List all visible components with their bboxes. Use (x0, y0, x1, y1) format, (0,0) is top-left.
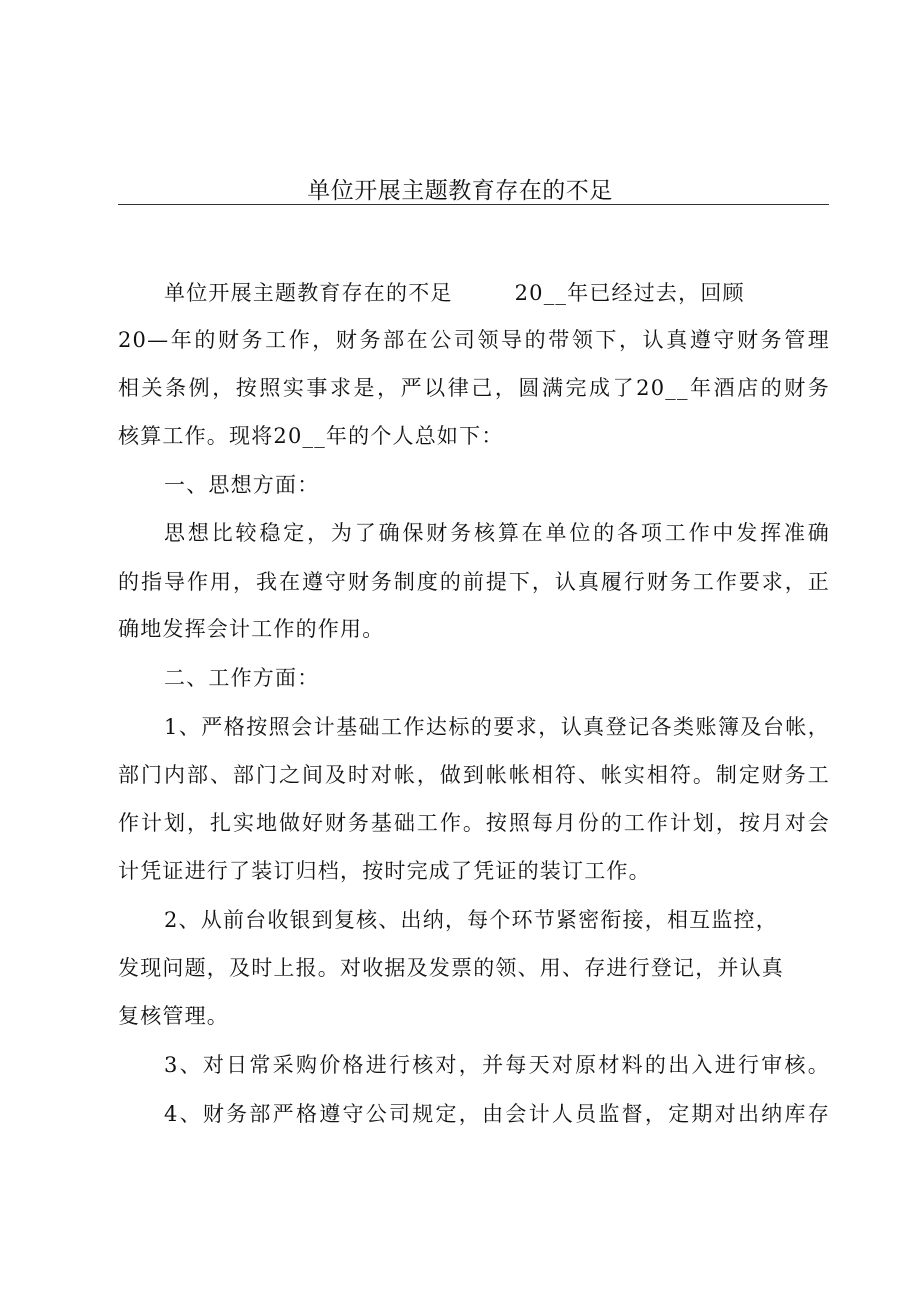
paragraph-line: 的指导作用，我在遵守财务制度的前提下，认真履行财务工作要求，正 (118, 570, 830, 594)
intro-heading-text: 单位开展主题教育存在的不足 (164, 281, 453, 305)
paragraph-line: 相关条例，按照实事求是，严以律己，圆满完成了20__年酒店的财务 (118, 376, 830, 400)
paragraph-line: 4、财务部严格遵守公司规定，由会计人员监督，定期对出纳库存 (164, 1102, 830, 1126)
paragraph-line: 作计划，扎实地做好财务基础工作。按照每月份的工作计划，按月对会 (118, 811, 830, 835)
document-title: 单位开展主题教育存在的不足 (307, 178, 613, 204)
paragraph-line: 3、对日常采购价格进行核对，并每天对原材料的出入进行审核。 (164, 1053, 830, 1077)
paragraph-line: 部门内部、部门之间及时对帐，做到帐帐相符、帐实相符。制定财务工 (118, 763, 830, 787)
paragraph-line: 确地发挥会计工作的作用。 (118, 617, 385, 641)
title-underline (118, 204, 829, 205)
paragraph-line: 思想比较稳定，为了确保财务核算在单位的各项工作中发挥准确 (164, 521, 830, 545)
paragraph-line: 1、严格按照会计基础工作达标的要求，认真登记各类账簿及台帐， (164, 715, 830, 739)
paragraph-line: 核算工作。现将20__年的个人总如下： (118, 424, 504, 448)
paragraph-line: 2、从前台收银到复核、出纳，每个环节紧密衔接，相互监控， (164, 908, 778, 932)
intro-year-text: 20__年已经过去，回顾 (514, 281, 745, 305)
paragraph-line: 20—年的财务工作，财务部在公司领导的带领下，认真遵守财务管理 (118, 328, 830, 352)
paragraph-line: 发现问题，及时上报。对收据及发票的领、用、存进行登记，并认真 (118, 956, 784, 980)
paragraph-line (164, 278, 830, 308)
paragraph-line: 计凭证进行了装订归档，按时完成了凭证的装订工作。 (118, 859, 651, 883)
section-heading: 二、工作方面： (164, 666, 320, 690)
paragraph-line: 复核管理。 (118, 1004, 229, 1028)
section-heading: 一、思想方面： (164, 473, 320, 497)
